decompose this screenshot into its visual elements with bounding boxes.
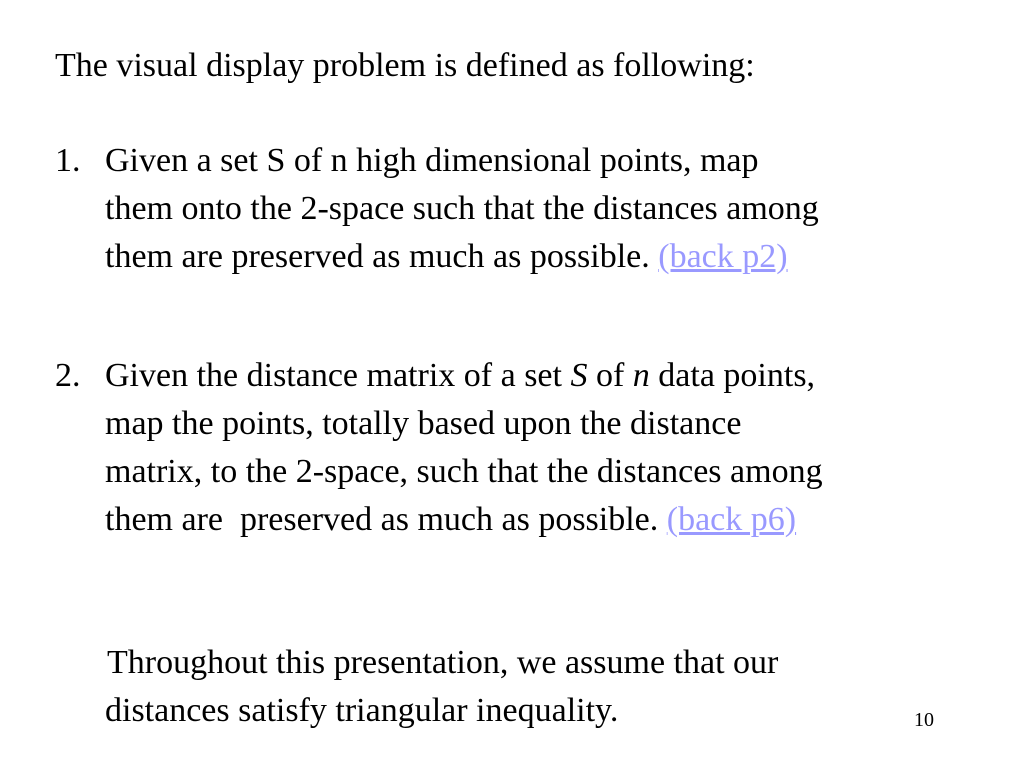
note-line-1: Throughout this presentation, we assume that our	[107, 644, 779, 681]
item-2-line-1	[105, 356, 815, 396]
item-2-line-1-c: data points,	[658, 357, 816, 394]
item-1-line-3	[105, 237, 788, 277]
item-2-line-4-text: them are preserved as much as possible.	[105, 501, 659, 538]
back-p6-link[interactable]: (back p6)	[666, 501, 797, 538]
page-number: 10	[914, 709, 934, 731]
item-1-line-3-text: them are preserved as much as possible.	[105, 238, 650, 275]
item-1-line-1: Given a set S of n high dimensional points, map	[105, 142, 759, 179]
intro-heading: The visual display problem is defined as following:	[55, 47, 755, 84]
item-2-count-symbol: n	[632, 357, 650, 394]
item-2-line-3: matrix, to the 2-space, such that the distances among	[105, 453, 823, 490]
item-2-line-1-b: of	[595, 357, 625, 394]
item-1-number: 1.	[55, 142, 81, 179]
item-2-line-1-a: Given the distance matrix of a set	[105, 357, 562, 394]
item-2-line-4	[105, 500, 796, 540]
item-2-line-2: map the points, totally based upon the distance	[105, 405, 742, 442]
item-2-number: 2.	[55, 357, 81, 394]
item-2-set-symbol: S	[570, 357, 588, 394]
item-1-line-2: them onto the 2-space such that the distances among	[105, 190, 819, 227]
note-line-2: distances satisfy triangular inequality.	[105, 692, 619, 729]
back-p2-link[interactable]: (back p2)	[658, 238, 788, 275]
